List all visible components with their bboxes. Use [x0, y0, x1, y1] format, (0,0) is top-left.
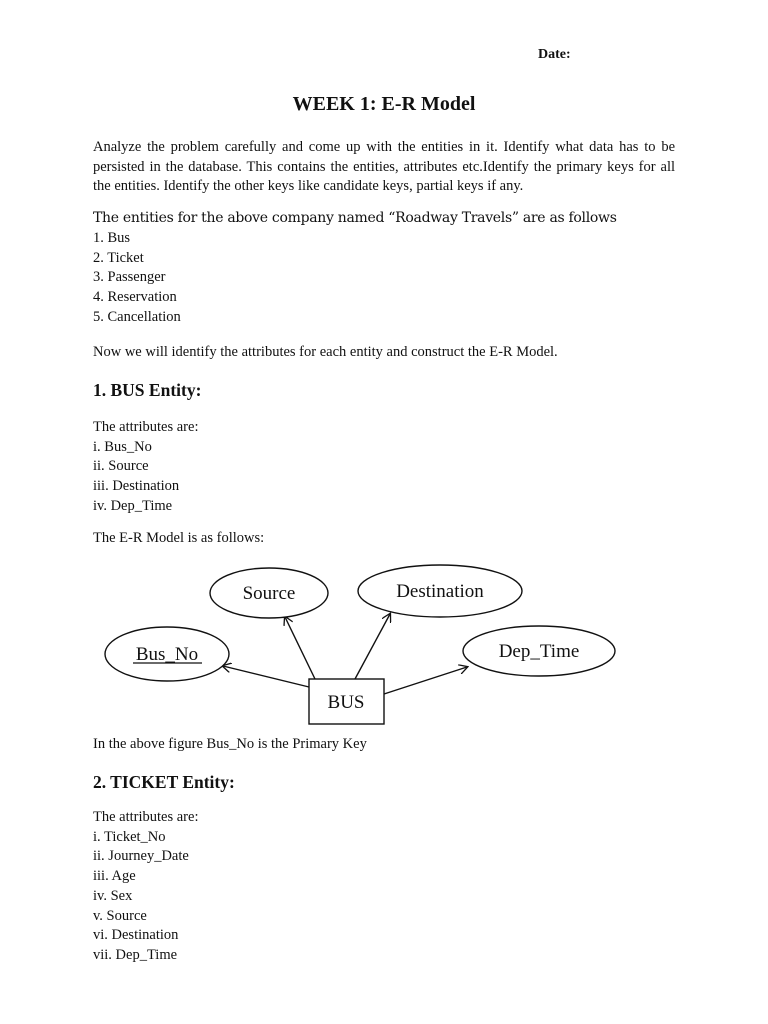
primary-key-note: In the above figure Bus_No is the Primary Key: [93, 736, 367, 752]
entities-intro: The entities for the above company named “Roadway Travels” are as follows: [93, 210, 617, 226]
er-model-label: The E-R Model is as follows:: [93, 530, 265, 546]
relationship-line-destination: [355, 614, 390, 679]
date-label: Date:: [538, 47, 571, 62]
list-item: ii. Journey_Date: [93, 848, 189, 865]
list-item: 4. Reservation: [93, 289, 177, 306]
list-item: ii. Source: [93, 458, 149, 475]
attribute-label-source: Source: [242, 583, 296, 604]
list-item: iv. Sex: [93, 887, 133, 904]
list-item: iii. Destination: [93, 478, 180, 495]
ticket-section-heading: 2. TICKET Entity:: [93, 772, 235, 792]
attribute-label-bus-no: Bus_No: [135, 644, 199, 665]
bus-section-heading: 1. BUS Entity:: [93, 380, 202, 400]
intro-paragraph: Analyze the problem carefully and come up with the entities in it. Identify what data has to be persisted in the database. This contains the entities, attributes etc.Identify the primary keys for all the entities. Identify the other keys like candidate keys, partial keys if any.: [93, 139, 675, 194]
list-item: 1. Bus: [93, 230, 131, 246]
list-item: vii. Dep_Time: [93, 946, 178, 963]
attribute-label-destination: Destination: [396, 581, 484, 602]
relationship-line-bus-no: [223, 666, 309, 687]
list-item: 2. Ticket: [93, 249, 144, 266]
list-item: i. Bus_No: [93, 438, 152, 455]
list-item: iii. Age: [93, 868, 136, 885]
bus-attribute-list: [93, 418, 198, 517]
entity-list: [93, 229, 181, 328]
entity-label-bus: BUS: [327, 692, 365, 713]
relationship-line-dep-time: [384, 667, 467, 694]
attributes-label: The attributes are:: [93, 809, 199, 825]
attribute-label-dep-time: Dep_Time: [498, 641, 580, 662]
ticket-attribute-list: [93, 808, 198, 966]
list-item: vi. Destination: [93, 927, 179, 944]
list-item: i. Ticket_No: [93, 828, 166, 845]
list-item: iv. Dep_Time: [93, 497, 173, 514]
list-item: v. Source: [93, 907, 147, 924]
attributes-label: The attributes are:: [93, 419, 199, 435]
attributes-intro: Now we will identify the attributes for each entity and construct the E-R Model.: [93, 344, 558, 360]
er-diagram: [95, 562, 625, 732]
relationship-line-source: [285, 617, 315, 679]
list-item: 5. Cancellation: [93, 308, 181, 325]
page-title: WEEK 1: E-R Model: [292, 93, 476, 115]
list-item: 3. Passenger: [93, 269, 166, 286]
